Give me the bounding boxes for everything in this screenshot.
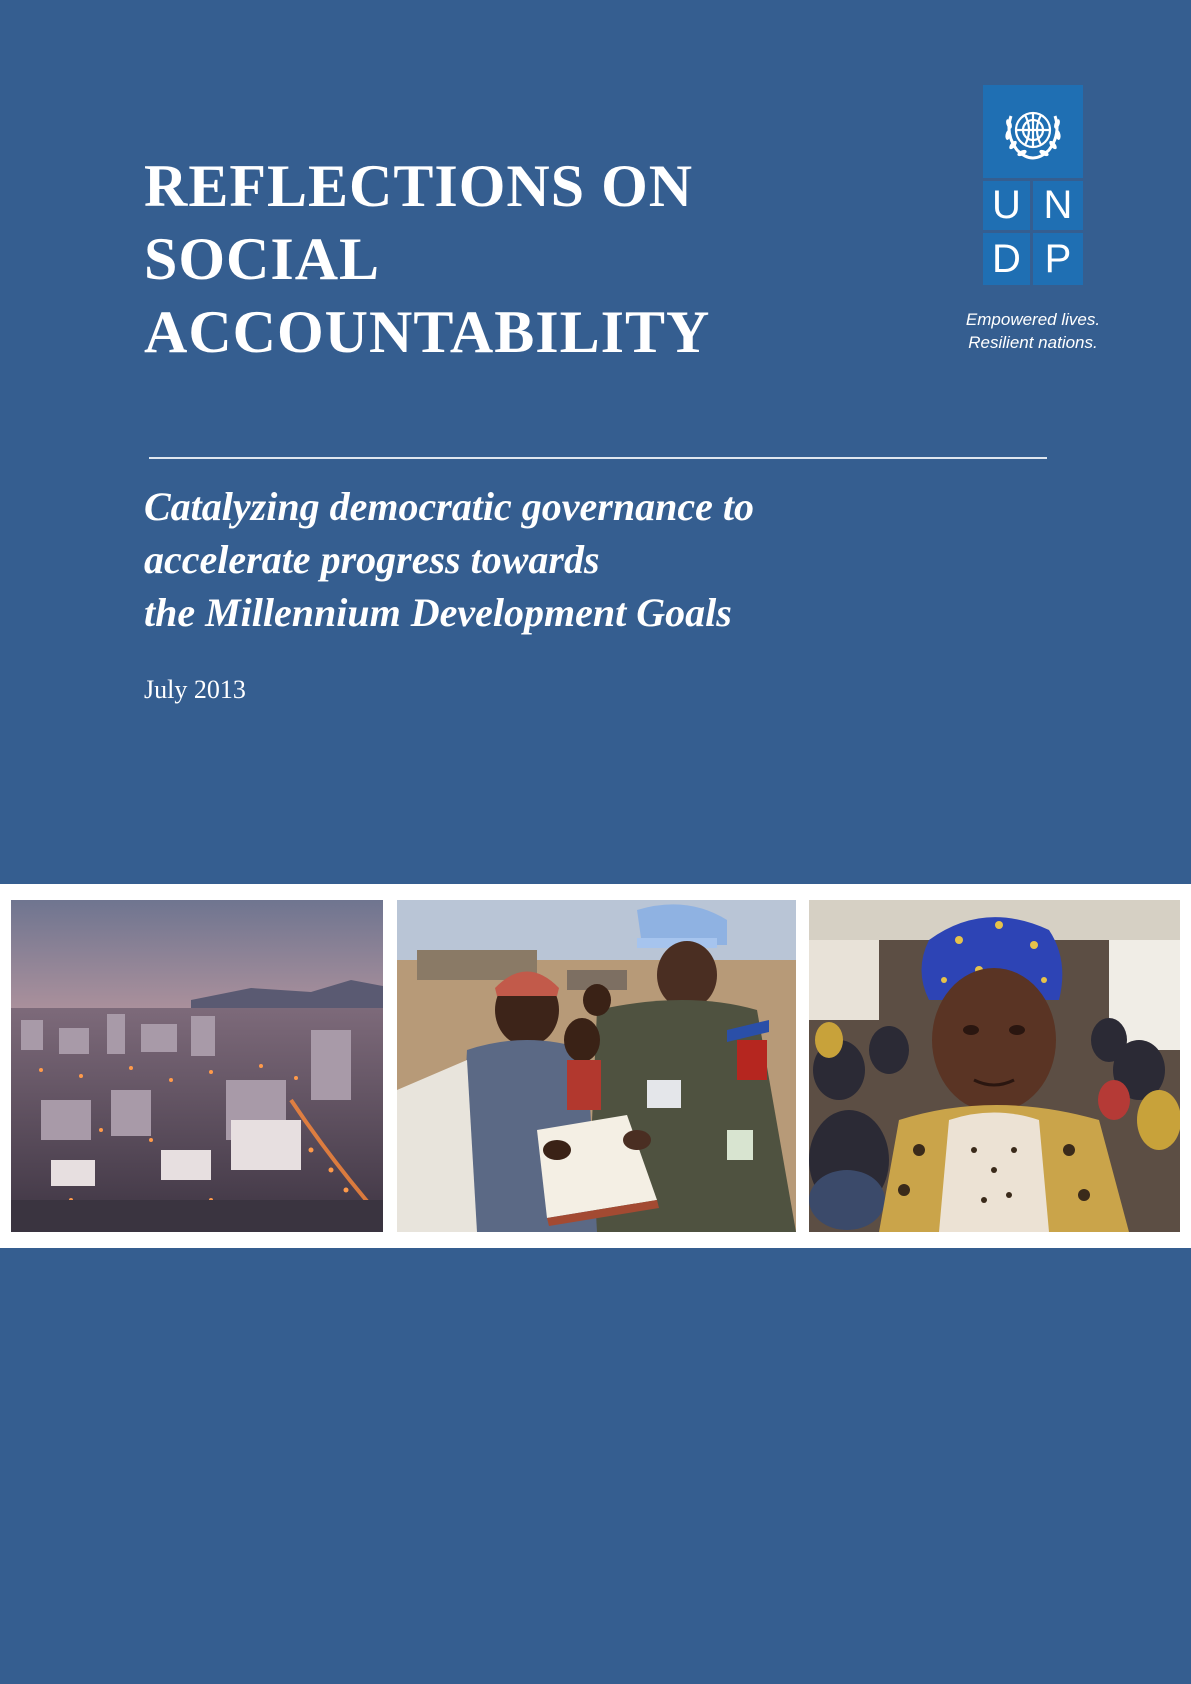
subtitle-line: accelerate progress towards bbox=[144, 537, 600, 582]
photo-strip bbox=[0, 884, 1191, 1248]
logo-letter-u: U bbox=[983, 181, 1033, 233]
report-title bbox=[144, 150, 764, 369]
divider bbox=[149, 457, 1047, 459]
subtitle-line: the Millennium Development Goals bbox=[144, 590, 732, 635]
title-line: ACCOUNTABILITY bbox=[144, 299, 711, 365]
logo-letter-d: D bbox=[983, 233, 1033, 285]
title-line: REFLECTIONS ON bbox=[144, 153, 694, 219]
undp-logo bbox=[983, 85, 1083, 285]
officer-children-photo bbox=[397, 900, 796, 1232]
logo-letter-n: N bbox=[1033, 181, 1083, 233]
undp-letters bbox=[983, 181, 1083, 285]
subtitle-line: Catalyzing democratic governance to bbox=[144, 484, 754, 529]
report-subtitle bbox=[144, 480, 944, 639]
logo-letter-p: P bbox=[1044, 236, 1072, 281]
undp-tagline bbox=[940, 308, 1126, 354]
tagline-line: Resilient nations. bbox=[968, 333, 1098, 352]
tagline-line: Empowered lives. bbox=[965, 310, 1101, 329]
title-line: SOCIAL bbox=[144, 226, 381, 292]
publication-date: July 2013 bbox=[144, 675, 246, 704]
un-emblem-icon bbox=[983, 85, 1083, 181]
woman-portrait-photo bbox=[809, 900, 1180, 1232]
city-photo bbox=[11, 900, 383, 1232]
